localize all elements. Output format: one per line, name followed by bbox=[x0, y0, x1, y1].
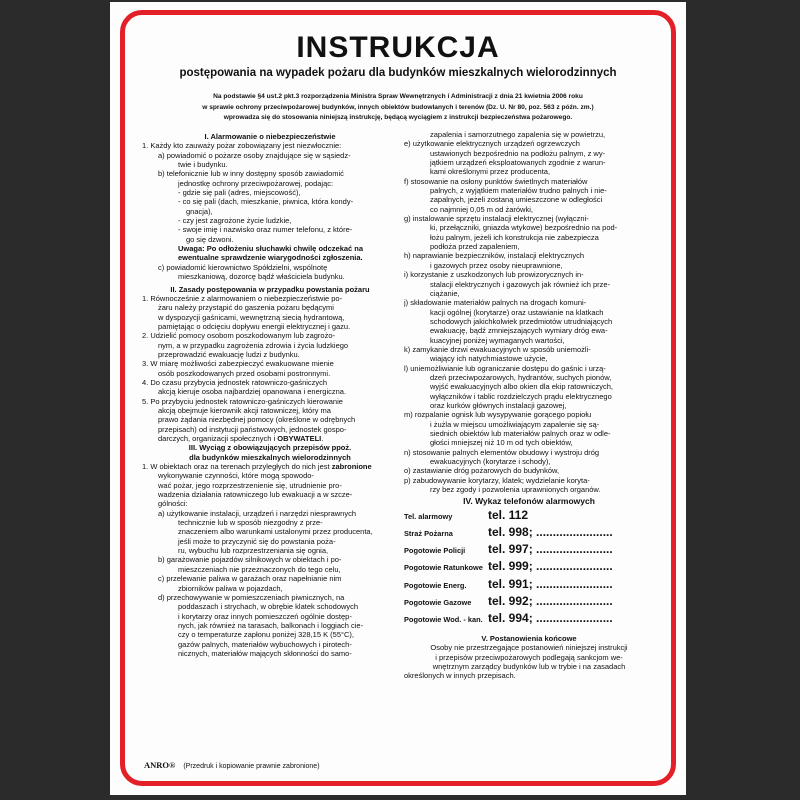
text-line: nym, a w przypadku zagrożenia zdrowia i życia ludzkiego bbox=[158, 340, 349, 350]
legal-line: Na podstawie §4 ust.2 pkt.3 rozporządzenia Ministra Spraw Wewnętrznych i Administracji z dnia 21 kwietnia 2006 roku bbox=[213, 93, 583, 100]
text-line: b) telefonicznie lub w inny dostępny sposób zawiadomić bbox=[158, 169, 344, 179]
text-line: poddaszach i strychach, w obrębie klatek schodowych bbox=[178, 602, 359, 612]
text-line: przepisach) od instytucji państwowych, jednostek gospo- bbox=[158, 424, 347, 434]
text-line: - swoje imię i nazwisko oraz numer telefonu, z które- bbox=[178, 225, 353, 235]
text-line: mieszczeniach nie przeznaczonych do tego celu, bbox=[178, 564, 341, 574]
text-line: 1. W obiektach oraz na terenach przyległych do nich jest zabronione bbox=[142, 462, 372, 472]
text-line: c) powiadomić kierownictwo Spółdzielni, wspólnotę bbox=[158, 262, 328, 272]
text-line: e) użytkowanie elektrycznych urządzeń ogrzewczych bbox=[404, 139, 580, 149]
sign-title: INSTRUKCJA bbox=[296, 31, 500, 64]
text-line: pamiętając o odcięciu dopływu energii elektrycznej i gazu. bbox=[158, 321, 351, 331]
text-line: n) stosowanie palnych elementów obudowy i wystroju dróg bbox=[404, 447, 600, 457]
phone-number: tel. 994; ....................... bbox=[488, 610, 613, 625]
text-line: i gazowych przez osoby nieuprawnione, bbox=[430, 260, 563, 270]
phone-number: tel. 999; ....................... bbox=[488, 559, 613, 574]
text-line: dzeń przeciwpożarowych, hydrantów, suchych pionów, bbox=[430, 372, 612, 382]
text-line: przeprowadzić ewakuację ludzi z budynku. bbox=[158, 349, 300, 359]
text-line: siednich obiektów lub materiałów palnych oraz w odle- bbox=[430, 429, 611, 438]
text-line: rzy bez zgody i pozwolenia uprawnionych organów. bbox=[430, 485, 601, 495]
text-line: i żużla w miejscu umożliwiającym zapalenie się są- bbox=[430, 419, 600, 429]
text-line: 1. Równocześnie z alarmowaniem o niebezpieczeństwie po- bbox=[142, 293, 343, 303]
text-line: ustawionych bezpośrednio na podłożu palnym, z wy- bbox=[430, 148, 606, 158]
text-line: mieszkaniową, dozorcę bądź właściciela budynku. bbox=[178, 272, 345, 282]
text-line: ewakuacyjnych (korytarze i schody), bbox=[430, 457, 551, 467]
text-line: stalacji elektrycznych i gazowych jak również ich prze- bbox=[430, 279, 611, 289]
text-line: g) instalowanie sprzętu instalacji elektrycznej (wyłączni- bbox=[404, 214, 589, 224]
text-line: a) użytkowanie instalacji, urządzeń i narzędzi niesprawnych bbox=[158, 508, 357, 518]
text-line: podłoża przed zapaleniem, bbox=[430, 242, 520, 252]
phone-service-name: Pogotowie Policji bbox=[404, 546, 466, 556]
phone-service-name: Straż Pożarna bbox=[404, 528, 453, 538]
final-line: i przepisów przeciwpożarowych podlegają sankcjom we- bbox=[435, 652, 623, 662]
phone-list bbox=[404, 507, 654, 631]
text-line: kuacyjnej poniżej wymaganych wartości, bbox=[430, 335, 565, 345]
phone-row bbox=[404, 610, 654, 631]
text-line: zapalenia i samorzutnego zapalenia się w powietrzu, bbox=[430, 130, 606, 139]
text-line: 1. Każdy kto zauważy pożar zobowiązany jest niezwłocznie: bbox=[142, 141, 342, 151]
text-line: głości mniejszej niż 10 m od tych obiektów, bbox=[430, 438, 573, 448]
text-line: d) przechowywanie w pomieszczeniach piwnicznych, na bbox=[158, 592, 345, 602]
phone-service-name: Pogotowie Ratunkowe bbox=[404, 563, 483, 573]
section-heading: III. Wyciąg z obowiązujących przepisów ppoż. bbox=[188, 443, 352, 453]
brand-logo: ANRO® bbox=[144, 760, 176, 770]
footer bbox=[144, 760, 320, 770]
text-line: 3. W miarę możliwości zabezpieczyć ewakuowane mienie bbox=[142, 359, 334, 369]
sign-content bbox=[138, 12, 658, 789]
section-heading: II. Zasady postępowania w przypadku powstania pożaru bbox=[170, 284, 370, 294]
final-line: wnętrznym zarządcy budynków lub w trybie i na zasadach bbox=[432, 662, 626, 672]
text-line: f) stosowanie na osłony punktów świetlnych materiałów bbox=[404, 176, 588, 186]
right-column bbox=[404, 130, 654, 681]
text-line: gólności: bbox=[158, 499, 188, 509]
phone-number: tel. 112 bbox=[488, 507, 529, 522]
text-line: czy o temperaturze zapłonu poniżej 328,15 K (55°C), bbox=[178, 630, 355, 640]
text-line: Uwaga: Po odłożeniu słuchawki chwilę odczekać na bbox=[178, 244, 364, 254]
phones-heading: IV. Wykaz telefonów alarmowych bbox=[463, 496, 595, 507]
phone-service-name: Pogotowie Wod. - kan. bbox=[404, 614, 483, 624]
text-line: ru, wybuchu lub rozprzestrzeniania się ognia, bbox=[178, 546, 329, 556]
text-line: gnacja), bbox=[186, 206, 213, 216]
phone-service-name: Pogotowie Gazowe bbox=[404, 597, 472, 607]
text-line: wyłączników i tablic rozdzielczych prądu elektrycznego bbox=[430, 391, 612, 401]
copyright-note: (Przedruk i kopiowanie prawnie zabronione) bbox=[183, 763, 320, 770]
text-line: akcją obejmuje kierownik akcji ratowniczej, który ma bbox=[158, 405, 331, 415]
regulations-continued bbox=[404, 130, 654, 494]
text-line: - czy jest zagrożone życie ludzkie, bbox=[178, 216, 292, 226]
text-line: ki, przełączniki, gniazda wtykowe) bezpośrednio na pod- bbox=[430, 223, 618, 233]
text-line: oraz kurków głównych instalacji gazowej, bbox=[430, 400, 567, 410]
text-line: ewentualne sprawdzenie wiarygodności zgłoszenia. bbox=[178, 253, 363, 263]
text-line: - gdzie się pali (adres, miejscowość), bbox=[178, 188, 301, 198]
text-line: c) przelewanie paliwa w garażach oraz napełnianie nim bbox=[158, 574, 342, 584]
text-line: jednostkę ochrony przeciwpożarowej, podając: bbox=[178, 178, 334, 188]
text-line: p) zabudowywanie korytarzy, klatek; wydzielanie koryta- bbox=[404, 475, 590, 485]
sign-subtitle: postępowania na wypadek pożaru dla budynków mieszkalnych wielorodzinnych bbox=[179, 67, 617, 79]
text-line: jątkiem urządzeń eksploatowanych zgodnie z warun- bbox=[430, 158, 606, 168]
text-line: co najmniej 0,05 m od żarówki, bbox=[430, 204, 533, 214]
text-line: wyjść ewakuacyjnych albo okien dla ekip ratowniczych, bbox=[430, 382, 614, 392]
text-line: ewakuację, bądź zmniejszających wymiary dróg ewa- bbox=[430, 326, 608, 336]
final-heading: V. Postanowienia końcowe bbox=[481, 634, 577, 644]
instruction-sign bbox=[110, 2, 686, 795]
text-line: i) korzystanie z uszkodzonych lub prowizorycznych in- bbox=[404, 270, 584, 280]
text-line: prawo żądania niezbędnej pomocy (określone w odrębnych bbox=[158, 415, 356, 425]
text-line: nicznych, materiałów mających skłonności do samo- bbox=[178, 648, 352, 658]
text-line: wadzenia działania ratowniczego lub ewakuacji a w szcze- bbox=[158, 490, 353, 500]
left-column bbox=[142, 132, 398, 658]
text-line: o) zastawianie dróg pożarowych do budynków, bbox=[404, 466, 560, 476]
legal-line: w sprawie ochrony przeciwpożarowej budynków, innych obiektów budowlanych i terenów (Dz. U. Nr 80, poz. 563 z późn. zm.) bbox=[202, 103, 594, 111]
final-provisions bbox=[404, 643, 654, 680]
text-line: twie i budynku. bbox=[178, 160, 228, 170]
text-line: - co się pali (dach, mieszkanie, piwnica, która kondy- bbox=[178, 197, 354, 207]
text-line: l) uniemożliwianie lub ograniczanie dostępu do gaśnic i urzą- bbox=[404, 363, 606, 373]
phone-number: tel. 991; ....................... bbox=[488, 576, 613, 591]
text-line: a) powiadomić o pożarze osoby znajdujące się w sąsiedz- bbox=[158, 150, 351, 160]
text-line: schodowych jakichkolwiek przedmiotów utrudniających bbox=[430, 316, 613, 326]
text-line: jeśli może to przyczynić się do powstania poża- bbox=[178, 536, 336, 546]
legal-line: wprowadza się do stosowania niniejszą instrukcję, będącą wyciągiem z instrukcji bezpieczeństwa pożarowego. bbox=[223, 114, 573, 121]
text-line: palnych, z wyjątkiem materiałów trudno palnych i nie- bbox=[430, 186, 607, 196]
text-line: go się dzwoni. bbox=[186, 234, 234, 244]
text-line: m) rozpalanie ognisk lub wysypywanie gorącego popiołu bbox=[404, 410, 592, 420]
text-line: osób poszkodowanych przed osobami postronnymi. bbox=[158, 368, 331, 378]
phone-service-name: Pogotowie Energ. bbox=[404, 580, 467, 590]
text-line: 2. Udzielić pomocy osobom poszkodowanym lub zagrożo- bbox=[142, 331, 336, 341]
text-line: zapalnych, jeżeli zostaną umieszczone w odległości bbox=[430, 195, 603, 205]
text-line: znaczeniem albo warunkami ustalonymi przez producenta, bbox=[178, 527, 373, 537]
phone-number: tel. 992; ....................... bbox=[488, 593, 613, 608]
text-line: j) składowanie materiałów palnych na drogach komuni- bbox=[404, 298, 587, 308]
text-line: nych, jak również na tarasach, balkonach i loggiach cie- bbox=[178, 620, 364, 630]
text-line: w dyspozycji gaśnicami, wewnętrzną siecią hydrantową, bbox=[158, 312, 345, 322]
legal-basis bbox=[138, 92, 658, 124]
phone-number: tel. 998; ....................... bbox=[488, 524, 613, 539]
text-line: kami określonymi przez producenta, bbox=[430, 167, 551, 177]
text-line: ciążanie, bbox=[430, 288, 460, 298]
text-line: gazów palnych, materiałów wybuchowych i pirotech- bbox=[178, 639, 352, 649]
text-line: żaru należy przystąpić do gaszenia pożaru będącymi bbox=[158, 303, 334, 313]
text-line: wiający ich natychmiastowe użycie, bbox=[430, 354, 548, 364]
text-line: darczych, organizacji społecznych i OBYWATELI. bbox=[158, 434, 324, 443]
section-heading: I. Alarmowanie o niebezpieczeństwie bbox=[204, 132, 336, 141]
text-line: akcją kieruje osoba najbardziej opanowana i energiczna. bbox=[158, 387, 347, 397]
text-line: zbiorników paliwa w pojazdach, bbox=[178, 583, 283, 593]
section-heading: dla budynków mieszkalnych wielorodzinnych bbox=[189, 452, 351, 462]
text-line: technicznie lub w sposób niezgodny z prze- bbox=[178, 518, 323, 528]
text-line: i korytarzy oraz innych pomieszczeń ogólnie dostęp- bbox=[178, 611, 352, 621]
text-line: łożu palnym, jeżeli ich konstrukcja nie zabezpiecza bbox=[430, 232, 599, 242]
phone-service-name: Tel. alarmowy bbox=[404, 511, 453, 521]
text-line: h) naprawianie bezpieczników, instalacji elektrycznych bbox=[404, 251, 585, 261]
text-line: kacji ogólnej (korytarze) oraz ustawianie na klatkach bbox=[430, 307, 604, 317]
text-line: 4. Do czasu przybycia jednostek ratowniczo-gaśniczych bbox=[142, 377, 328, 387]
text-line: b) garażowanie pojazdów silnikowych w obiektach i po- bbox=[158, 555, 342, 565]
final-line: określonych w innych przepisach. bbox=[404, 671, 516, 681]
text-line: k) zamykanie drzwi ewakuacyjnych w sposób uniemożli- bbox=[404, 344, 591, 354]
text-line: wykonywanie czynności, które mogą spowodo- bbox=[158, 471, 314, 481]
phone-number: tel. 997; ....................... bbox=[488, 542, 613, 557]
text-line: 5. Po przybyciu jednostek ratowniczo-gaśniczych kierowanie bbox=[142, 396, 343, 406]
text-line: wać pożar, jego rozprzestrzenienie się, utrudnienie pro- bbox=[158, 480, 342, 490]
final-line: Osoby nie przestrzegające postanowień niniejszej instrukcji bbox=[430, 643, 628, 653]
